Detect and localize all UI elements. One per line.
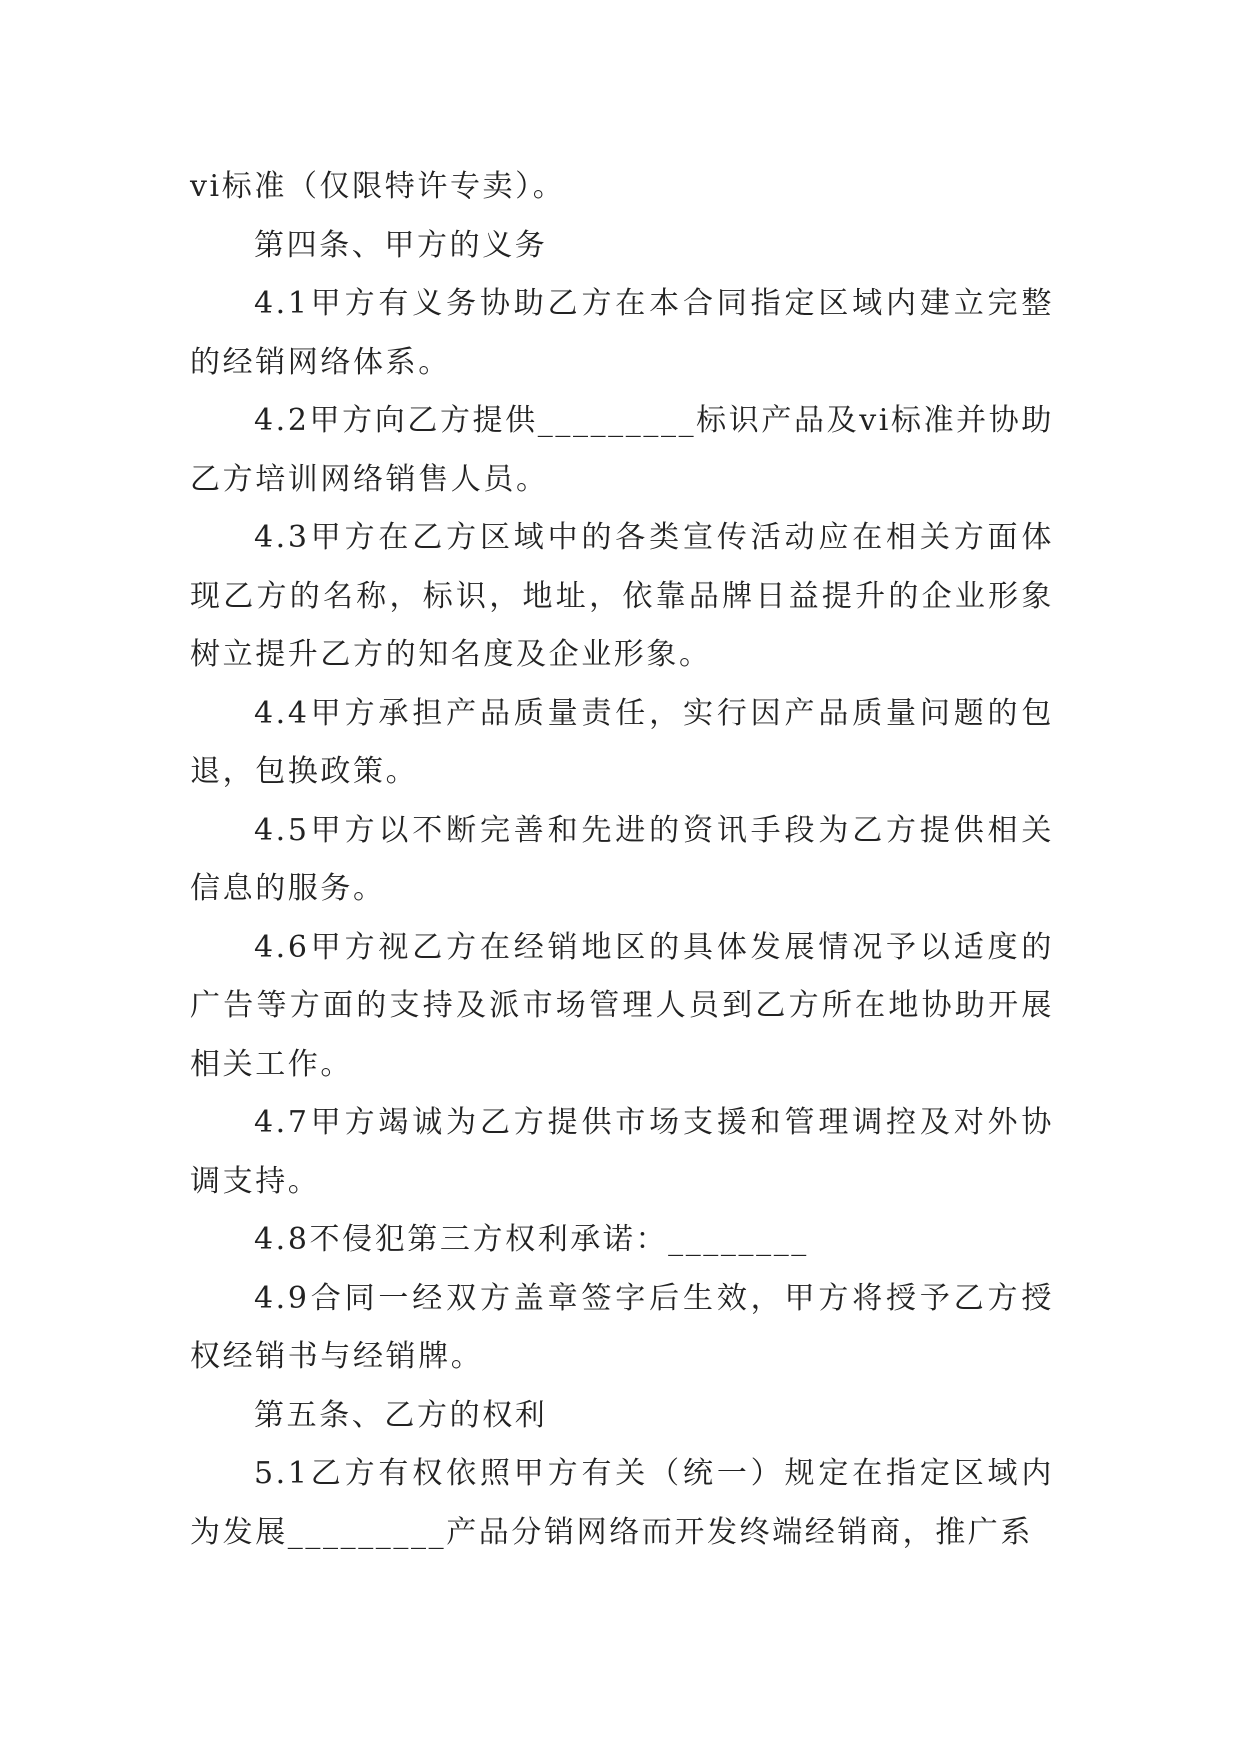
- heading-article-5: 第五条、乙方的权利: [254, 1397, 548, 1433]
- clause-5-1: 5.1乙方有权依照甲方有关（统一）规定在指定区域内为发展_________产品分销网络而开发终端经销商，推广系: [190, 1456, 1054, 1550]
- clause-4-7: 4.7甲方竭诚为乙方提供市场支援和管理调控及对外协调支持。: [190, 1105, 1054, 1199]
- clause-4-6: 4.6甲方视乙方在经销地区的具体发展情况予以适度的广告等方面的支持及派市场管理人员到乙方所在地协助开展相关工作。: [190, 929, 1054, 1082]
- document-body: [190, 158, 1054, 1562]
- clause-4-9: 4.9合同一经双方盖章签字后生效，甲方将授予乙方授权经销书与经销牌。: [190, 1280, 1054, 1374]
- clause-4-2: 4.2甲方向乙方提供_________标识产品及vi标准并协助乙方培训网络销售人员。: [190, 403, 1054, 497]
- heading-article-4: 第四条、甲方的义务: [254, 227, 548, 263]
- clause-4-5: 4.5甲方以不断完善和先进的资讯手段为乙方提供相关信息的服务。: [190, 812, 1054, 906]
- clause-4-8: 4.8不侵犯第三方权利承诺：________: [254, 1222, 809, 1257]
- paragraph-vi-standard: vi标准（仅限特许专卖）。: [190, 169, 566, 204]
- clause-4-3: 4.3甲方在乙方区域中的各类宣传活动应在相关方面体现乙方的名称，标识，地址，依靠品牌日益提升的企业形象树立提升乙方的知名度及企业形象。: [190, 520, 1054, 672]
- clause-4-4: 4.4甲方承担产品质量责任，实行因产品质量问题的包退，包换政策。: [190, 695, 1054, 789]
- clause-4-1: 4.1甲方有义务协助乙方在本合同指定区域内建立完整的经销网络体系。: [190, 286, 1054, 380]
